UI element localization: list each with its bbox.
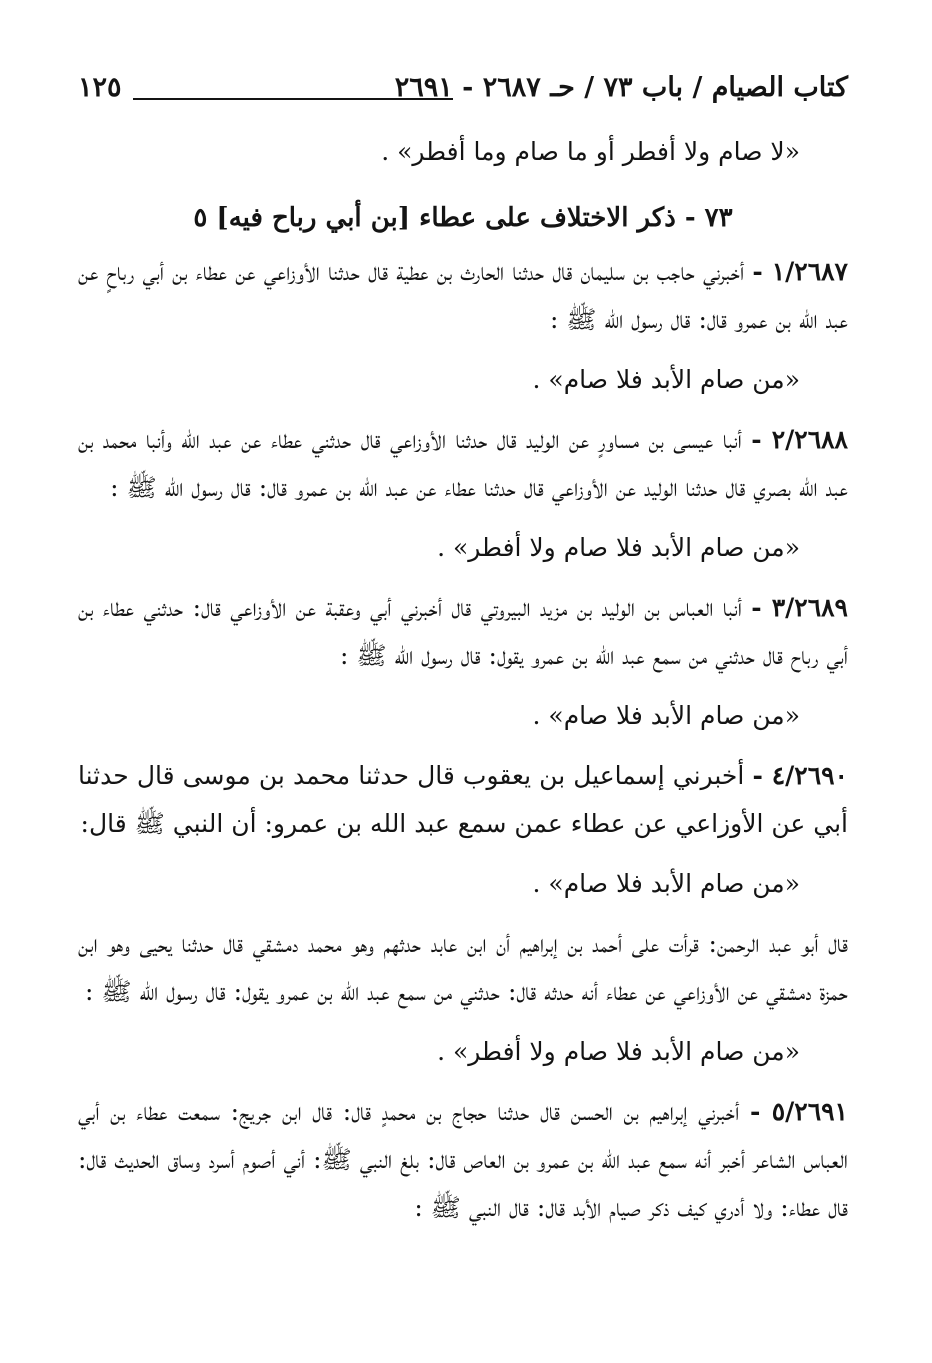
hadith-number: ١/٢٦٨٧ - — [752, 257, 848, 286]
hadith-number: ٢/٢٦٨٨ - — [751, 425, 848, 454]
page-number: ١٢٥ — [78, 72, 122, 103]
hadith-paragraph — [78, 248, 848, 344]
page-body — [78, 128, 848, 1244]
quote-line: «من صام الأبد فلا صام» . — [532, 365, 800, 394]
commentary-paragraph — [78, 920, 848, 1016]
hadith-text: أخبرني إبراهيم بن الحسن قال حدثنا حجاج بن محمدٍ قال: قال ابن جريج: سمعت عطاء بن أبي العباس الشاعر أخبر أنه سمع عبد الله بن عمرو بن العاص قال: بلغ النبي ﷺ: أني أصوم أسرد وساق الحديث قال: قال عطاء: ولا أدري كيف ذكر صيام الأبد قال: قال النبي ﷺ : — [78, 1097, 848, 1222]
hadith-number: ٤/٢٦٩٠ - — [752, 761, 848, 790]
quote-line: «لا صام ولا أفطر أو ما صام وما أفطر» . — [381, 137, 800, 166]
hadith-number: ٣/٢٦٨٩ - — [751, 593, 848, 622]
running-header — [78, 72, 848, 116]
hadith-text: أخبرني إسماعيل بن يعقوب قال حدثنا محمد بن موسى قال حدثنا أبي عن الأوزاعي عن عطاء عمن سمع عبد الله بن عمرو: أن النبي ﷺ قال: — [78, 761, 848, 838]
quote-line: «من صام الأبد فلا صام ولا أفطر» . — [437, 1037, 800, 1066]
hadith-paragraph — [78, 1088, 848, 1232]
quote-line: «من صام الأبد فلا صام» . — [532, 869, 800, 898]
hadith-text: أخبرني حاجب بن سليمان قال حدثنا الحارث بن عطية قال حدثنا الأوزاعي عن عطاء بن أبي رباحٍ عن عبد الله بن عمرو قال: قال رسول الله ﷺ : — [78, 257, 848, 334]
hadith-number: ٥/٢٦٩١ - — [749, 1097, 848, 1126]
hadith-paragraph — [78, 752, 848, 848]
hadith-text: أنبا العباس بن الوليد بن مزيد البيروتي قال أخبرني أبي وعقبة عن الأوزاعي قال: حدثني عطاء بن أبي رباح قال حدثني من سمع عبد الله بن عمرو يقول: قال رسول الله ﷺ : — [78, 593, 848, 670]
hadith-text: أنبا عيسى بن مساورٍ عن الوليد قال حدثنا الأوزاعي قال حدثني عطاء عن عبد الله وأنبا محمد بن عبد الله بصري قال حدثنا الوليد عن الأوزاعي قال حدثنا عطاء عن عبد الله بن عمرو قال: قال رسول الله ﷺ : — [78, 425, 848, 502]
commentary-text: قال أبو عبد الرحمن: قرأت على أحمد بن إبراهيم أن ابن عابد حدثهم وهو محمد دمشقي قال حدثنا يحيى وهو ابن حمزة دمشقي عن الأوزاعي عن عطاء أنه حدثه قال: حدثني من سمع عبد الله بن عمرو يقول: قال رسول الله ﷺ : — [78, 929, 848, 1006]
header-title: كتاب الصيام / باب ٧٣ / حـ ٢٦٨٧ - ٢٦٩١ — [394, 72, 848, 103]
hadith-paragraph — [78, 416, 848, 512]
hadith-paragraph — [78, 584, 848, 680]
header-rule — [133, 98, 453, 100]
chapter-heading: ٧٣ - ذكر الاختلاف على عطاء [بن أبي رباح فيه] ٥ — [193, 203, 733, 233]
quote-line: «من صام الأبد فلا صام» . — [532, 701, 800, 730]
quote-line: «من صام الأبد فلا صام ولا أفطر» . — [437, 533, 800, 562]
